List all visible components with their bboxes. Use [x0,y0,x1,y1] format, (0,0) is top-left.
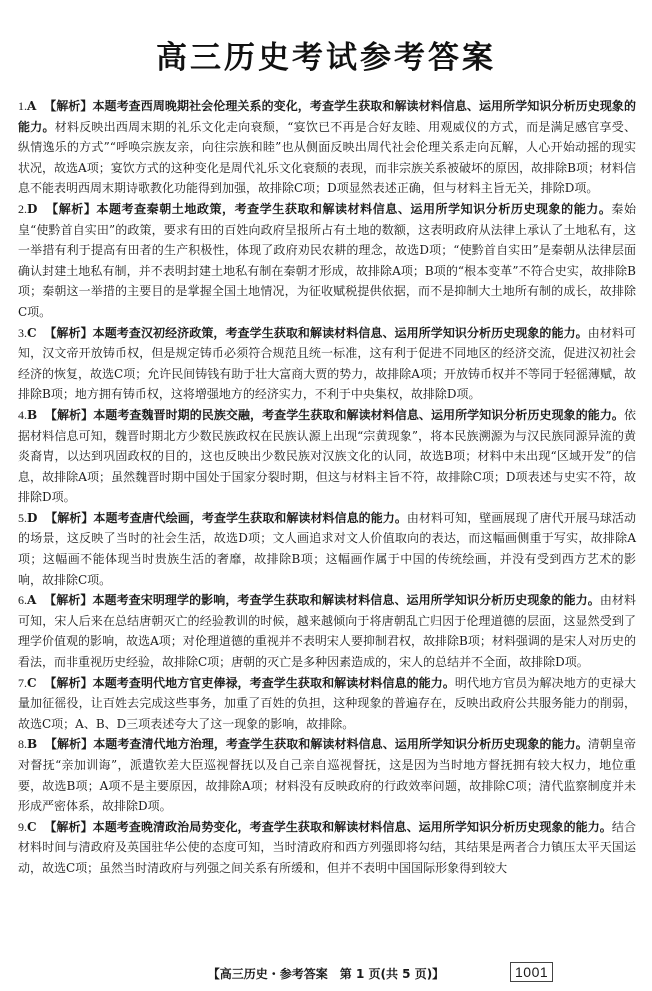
answer-choice: B [27,407,38,422]
analysis-intro: 本题考查魏晋时期的民族交融，考查学生获取和解读材料信息、运用所学知识分析历史现象的能力。 [93,407,624,422]
answer-item-5 [18,508,636,590]
question-number: 1. [18,99,27,113]
question-number: 7. [18,675,27,690]
analysis-body: 材料反映出西周末期的礼乐文化走向衰颓，“宴饮已不再是合好友睦、用观威仪的方式，而是满足感官享受、纵情逸乐的方式”“呼唤宗族友亲，向往宗族和睦”也从侧面反映出周代社会伦理关系走向瓦解，人心开始动摇的现实状况，故选A项；宴饮方式的这种变化是周代礼乐文化衰颓的表现，而非宗族关系被破坏的原因，故排除B项；材料信息不能表明西周末期诗歌教化功能得到加强，故排除C项；D项显然表述正确，但与材料主旨无关，排除D项。 [18,119,636,196]
answer-item-8 [18,734,636,816]
question-number: 4. [18,407,27,422]
document-code-badge: 1001 [510,962,553,982]
answer-choice: A [27,593,37,608]
question-number: 3. [18,325,27,340]
answer-choice: D [27,510,38,525]
page-title: 高三历史考试参考答案 [156,40,496,76]
answer-item-1 [18,96,636,199]
analysis-tag: 【解析】 [44,99,93,113]
answer-item-6 [18,590,636,672]
question-number: 9. [18,819,27,834]
analysis-tag: 【解析】 [45,510,94,525]
analysis-tag: 【解析】 [44,407,94,422]
analysis-tag: 【解析】 [44,737,94,752]
analysis-intro: 本题考查明代地方官吏俸禄，考查学生获取和解读材料信息的能力。 [92,675,455,690]
answer-choice: C [27,325,37,340]
analysis-tag: 【解析】 [44,819,93,834]
analysis-body: 由材料可知，宋人后来在总结唐朝灭亡的经验教训的时候，越来越倾向于将唐朝乱亡归因于伦理道德的层面，这显然受到了理学价值观的影响，故选A项；对伦理道德的重视并不表明宋人要抑制君权，故排除B项；材料强调的是宋人对历史的看法，而非重视历史经验，故排除C项；唐朝的灭亡是多种因素造成的，宋人的总结并不全面，故排除D项。 [18,593,636,670]
footer-text: 【高三历史・参考答案 第 1 页(共 5 页)】 [207,967,445,981]
answer-item-3 [18,323,636,405]
answer-choice: C [27,819,37,834]
analysis-tag: 【解析】 [46,201,97,216]
analysis-body: 由材料可知，汉文帝开放铸币权，但是规定铸币必须符合规范且统一标准，这有利于促进不同地区的经济交流，促进汉初社会经济的恢复，故选C项；允许民间铸钱有助于壮大富商大贾的势力，故排除A项；开放铸币权并不等同于轻徭薄赋，故排除B项；地方拥有铸币权，这将增强地方的经济实力，不利于中央集权，故排除D项。 [18,325,636,402]
answer-choice: D [27,201,38,216]
analysis-body: 由材料可知，壁画展现了唐代开展马球活动的场景，这反映了当时的社会生活，故选D项；文人画追求对文人价值取向的表达，而这幅画侧重于写实，故排除A项；这幅画不能体现当时贵族生活的奢靡，故排除B项；这幅画作属于中国的传统绘画，并没有受到西方艺术的影响，故排除C项。 [18,510,636,587]
analysis-intro: 本题考查汉初经济政策，考查学生获取和解读材料信息、运用所学知识分析历史现象的能力。 [92,325,588,340]
analysis-intro: 本题考查唐代绘画，考查学生获取和解读材料信息的能力。 [93,510,407,525]
analysis-body: 依据材料信息可知，魏晋时期北方少数民族政权在民族认源上出现“宗黄现象”，将本民族溯源为与汉民族同源异流的黄炎裔胄，以达到巩固政权的目的，这也反映出少数民族对汉族文化的认同，故选B项；材料中未出现“区域开发”的信息，故排除A项；虽然魏晋时期中国处于国家分裂时期，但这与材料主旨不符，故排除C项；D项表述与史实不符，故排除D项。 [18,407,636,505]
analysis-intro: 本题考查清代地方治理，考查学生获取和解读材料信息、运用所学知识分析历史现象的能力。 [93,737,588,752]
answer-item-9 [18,817,636,879]
analysis-body: 秦始皇“使黔首自实田”的政策，要求有田的百姓向政府呈报所占有土地的数额，这表明政府从法律上承认了土地私有，这一举措有利于提高有田者的生产积极性，体现了政府劝民农耕的理念，故选D项；“使黔首自实田”是秦朝从法律层面确认封建土地私有制，并不表明封建土地私有制在秦朝才形成，故排除A项；B项的“根本变革”不符合史实，故排除B项；秦朝这一举措的主要目的是掌握全国土地情况，为征收赋税提供依据，而不是抑制大土地所有制的成长，故排除C项。 [18,201,636,319]
analysis-intro: 本题考查宋明理学的影响，考查学生获取和解读材料信息、运用所学知识分析历史现象的能力。 [92,593,600,608]
question-number: 8. [18,737,27,752]
answer-item-7 [18,673,636,735]
answer-choice: B [27,737,38,752]
analysis-tag: 【解析】 [44,325,93,340]
analysis-intro: 本题考查秦朝土地政策，考查学生获取和解读材料信息、运用所学知识分析历史现象的能力。 [96,201,612,216]
page-footer [0,965,652,982]
answer-choice: A [27,99,37,113]
analysis-tag: 【解析】 [44,593,93,608]
analysis-tag: 【解析】 [44,675,93,690]
analysis-body: 结合材料时间与清政府及英国驻华公使的态度可知，当时清政府和西方列强即将勾结，其结果是两者合力镇压太平天国运动，故选C项；虽然当时清政府与列强之间关系有所缓和，但并不表明中国国际形象得到较大 [18,819,636,875]
answer-item-2 [18,199,636,323]
analysis-body: 明代地方官员为解决地方的吏禄大量加征徭役，让百姓去完成这些事务，加重了百姓的负担，这种现象的普遍存在，反映出政府公共服务能力的削弱，故选C项；A、B、D三项表述夸大了这一现象的影响，故排除。 [18,675,636,731]
question-number: 2. [18,201,27,216]
analysis-intro: 本题考查晚清政治局势变化，考查学生获取和解读材料信息、运用所学知识分析历史现象的能力。 [92,819,612,834]
question-number: 5. [18,510,27,525]
answer-list [18,96,636,879]
question-number: 6. [18,593,27,608]
analysis-intro: 本题考查西周晚期社会伦理关系的变化，考查学生获取和解读材料信息、运用所学知识分析历史现象的能力。 [18,99,636,134]
analysis-body: 清朝皇帝对督抚“亲加训诲”，派遣钦差大臣巡视督抚以及自己亲自巡视督抚，这是因为当时地方督抚拥有较大权力，地位重要，故选B项；A项不是主要原因，故排除A项；材料没有反映政府的行政效率问题，故排除C项；清代监察制度并未形成严密体系，故排除D项。 [18,737,636,814]
answer-item-4 [18,405,636,508]
answer-choice: C [27,675,37,690]
